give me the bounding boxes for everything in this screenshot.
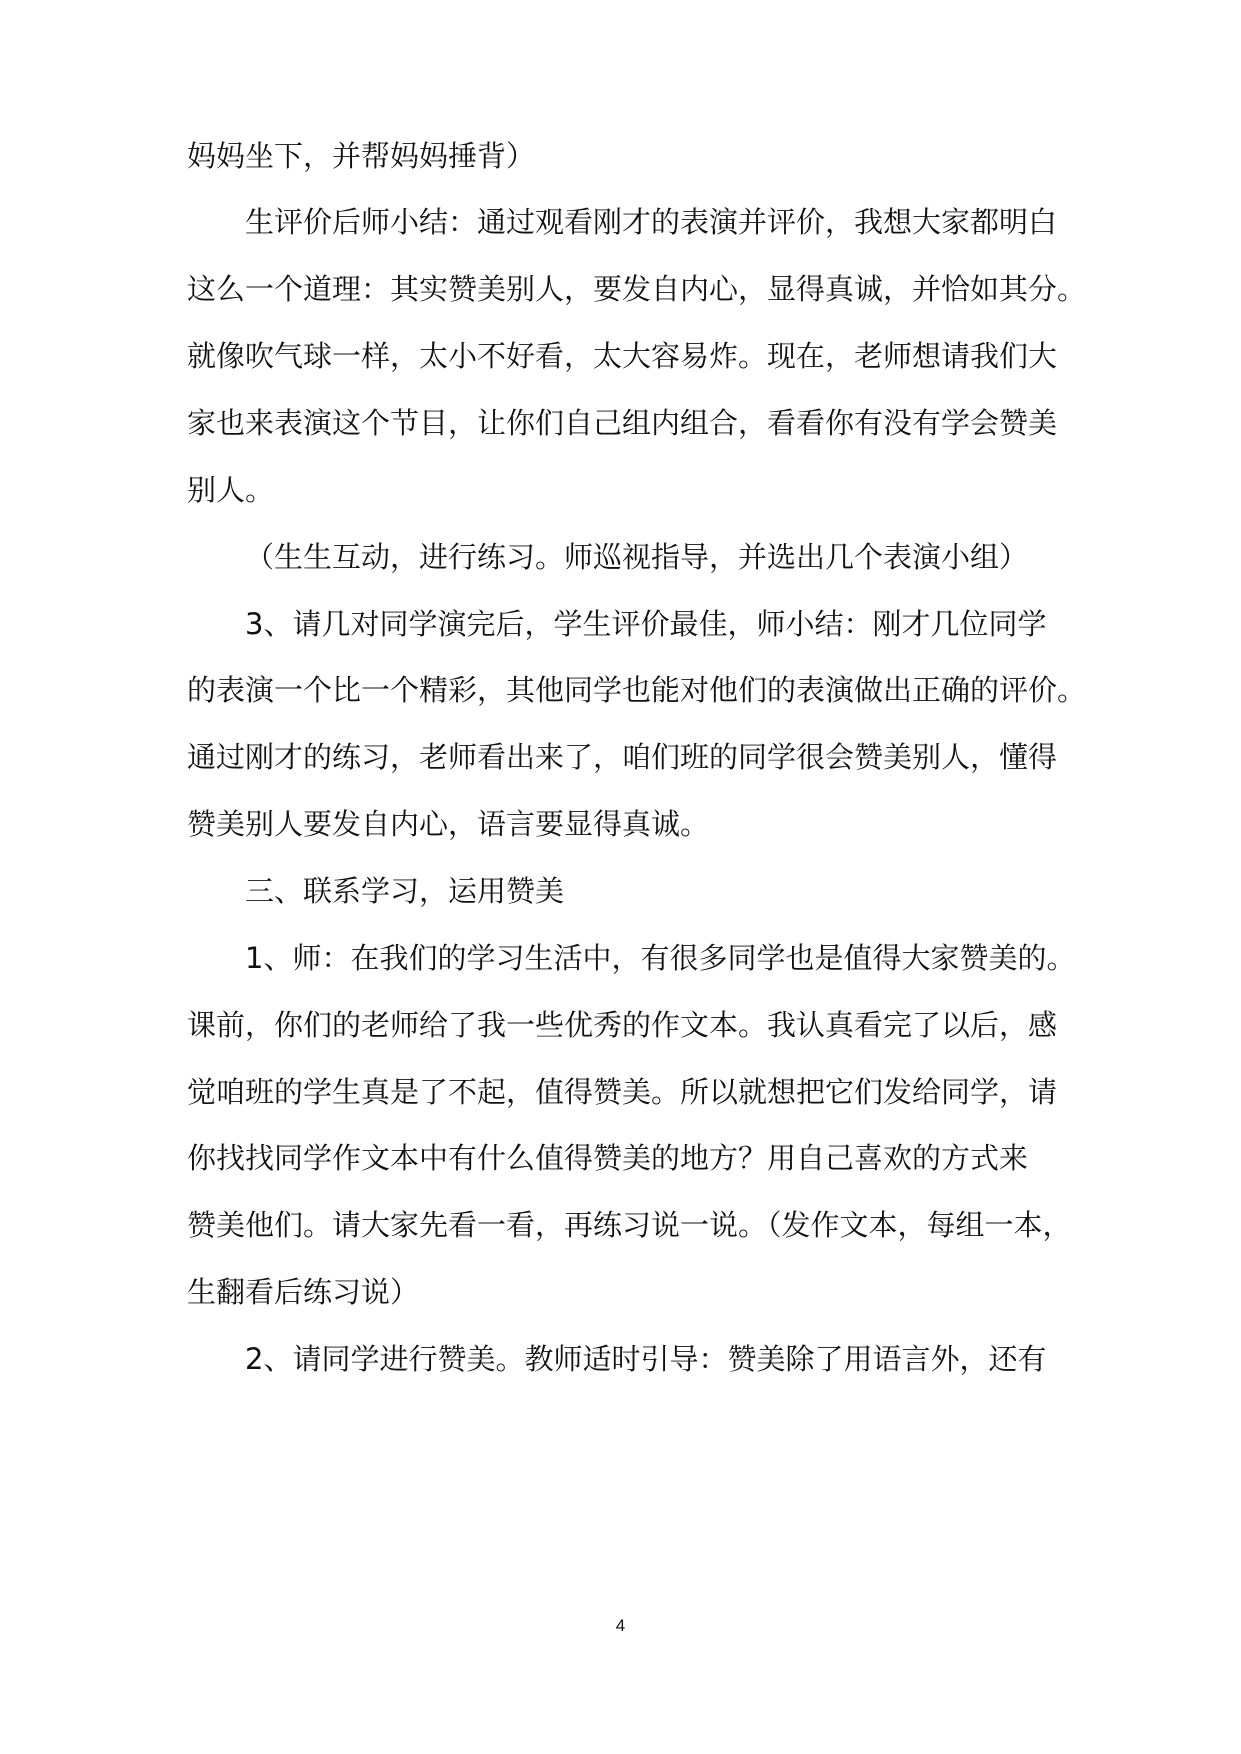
text-line: 赞美他们。请大家先看一看，再练习说一说。（发作文本，每组一本，: [187, 1208, 1072, 1242]
text-line: 3、请几对同学演完后，学生评价最佳，师小结：刚才几位同学: [245, 607, 1047, 641]
text-line: 赞美别人要发自内心，语言要显得真诚。: [187, 807, 710, 841]
text-line: 你找找同学作文本中有什么值得赞美的地方？用自己喜欢的方式来: [187, 1141, 1029, 1175]
text-line: 就像吹气球一样，太小不好看，太大容易炸。现在，老师想请我们大: [187, 339, 1058, 373]
page-number: 4: [615, 1616, 626, 1635]
text-line: 别人。: [187, 473, 275, 507]
text-line: 通过刚才的练习，老师看出来了，咱们班的同学很会赞美别人，懂得: [187, 740, 1058, 774]
section-heading: 三、联系学习，运用赞美: [245, 874, 565, 908]
text-line: 这么一个道理：其实赞美别人，要发自内心，显得真诚，并恰如其分。: [187, 272, 1087, 306]
text-line: 觉咱班的学生真是了不起，值得赞美。所以就想把它们发给同学，请: [187, 1075, 1058, 1109]
text-line: （生生互动，进行练习。师巡视指导，并选出几个表演小组）: [245, 540, 1029, 574]
text-line: 1、师：在我们的学习生活中，有很多同学也是值得大家赞美的。: [245, 941, 1076, 975]
text-line: 妈妈坐下，并帮妈妈捶背）: [187, 139, 536, 173]
text-line: 课前，你们的老师给了我一些优秀的作文本。我认真看完了以后，感: [187, 1008, 1058, 1042]
text-line: 家也来表演这个节目，让你们自己组内组合，看看你有没有学会赞美: [187, 406, 1058, 440]
text-line: 的表演一个比一个精彩，其他同学也能对他们的表演做出正确的评价。: [187, 673, 1087, 707]
text-line: 生翻看后练习说）: [187, 1275, 420, 1309]
text-line: 生评价后师小结：通过观看刚才的表演并评价，我想大家都明白: [245, 205, 1058, 239]
text-line: 2、请同学进行赞美。教师适时引导：赞美除了用语言外，还有: [245, 1342, 1047, 1376]
